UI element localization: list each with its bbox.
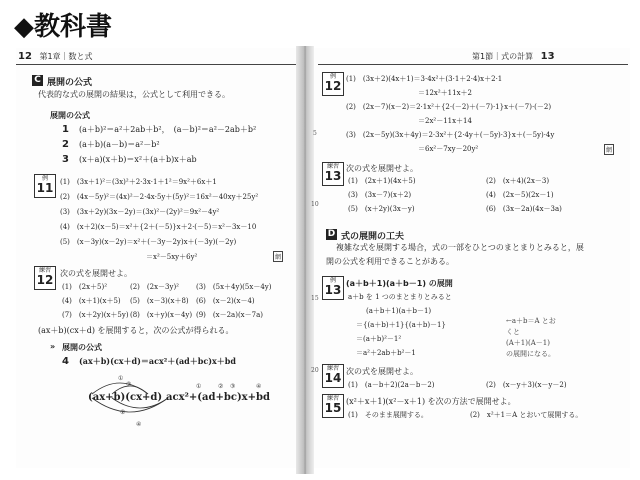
practice-12-item: (3) (5x＋4y)(5x－4y) [196,283,272,291]
example-11-line-3: (3) (3x＋2y)(3x－2y)＝(3x)²－(2y)²＝9x²－4y² [60,208,220,216]
circled-label: ③ [230,383,236,390]
side-note-line: (A＋1)(A－1) [506,339,550,347]
chapter-label: 第1章｜数と式 [39,52,93,61]
section-d-heading [326,224,404,243]
practice-14-instruction: 次の式を展開せよ。 [346,367,418,376]
side-note-line: の展開になる。 [506,350,555,358]
practice-15-badge: 練習 15 [322,394,344,418]
left-page-number: 12 [18,51,32,62]
practice-14-badge: 練習 14 [322,364,344,388]
right-page-number: 13 [540,51,555,62]
left-header-rule [16,64,296,65]
circled-label: ④ [256,383,262,390]
formulas-heading: 展開の公式 [50,111,90,120]
circled-label: ② [120,409,126,416]
practice-12-badge: 練習 12 [34,266,56,290]
circled-label: ① [196,383,202,390]
practice-12-instruction: 次の式を展開せよ。 [60,269,132,278]
right-header-rule [318,64,628,65]
example-11-line-1: (1) (3x＋1)²＝(3x)²＋2·3x·1＋1²＝9x²＋6x＋1 [60,178,217,186]
side-note-line: ←a＋b＝A とお [506,317,556,325]
practice-15-item: (1) そのまま展開する。 [348,411,428,419]
section-d-title: 式の展開の工夫 [341,232,405,242]
formula-4-heading-prefix: » [50,342,56,351]
line-number: 15 [311,295,319,302]
circled-label: ④ [136,421,142,428]
formula-1: 1 (a＋b)²＝a²＋2ab＋b²， (a－b)²＝a²－2ab＋b² [62,124,257,135]
practice-13-item: (5) (x＋2y)(3x－y) [348,205,415,213]
example-13-line: ＝{(a＋b)＋1}{(a＋b)－1} [356,321,446,329]
practice-13-item: (6) (3x－2a)(4x－3a) [486,205,562,213]
circled-label: ① [118,375,124,382]
section-c-intro: 代表的な式の展開の結果は，公式として利用できる。 [38,90,230,99]
example-12-line-2: ＝12x²＋11x＋2 [418,89,472,97]
practice-12-item: (2) (2x－3y)² [130,283,179,291]
practice-12-item: (8) (x＋y)(x－4y) [130,311,193,319]
example-11-line-4: (4) (x＋2)(x－5)＝x²＋{2＋(－5)}x＋2·(－5)＝x²－3x－10 [60,223,257,231]
practice-12-item: (5) (x－3)(x＋8) [130,297,189,305]
diagram-rhs: acx²+(ad+bc)x+bd [166,392,271,403]
practice-13-badge: 練習 13 [322,162,344,186]
practice-13-instruction: 次の式を展開せよ。 [346,164,418,173]
practice-14-item: (2) (x－y＋3)(x－y－2) [486,381,567,389]
diagram-lhs: (ax+b)(cx+d) [88,392,163,403]
example-13-line: ＝a²＋2ab＋b²－1 [356,349,416,357]
line-number: 20 [311,367,319,374]
section-label: 第1節｜式の計算 [472,52,534,61]
side-note-line: くと [506,328,520,336]
book-gutter [296,46,314,474]
example-12-net-mark: 網 [604,144,614,155]
practice-15-instruction: (x²＋x＋1)(x²－x＋1) を次の方法で展開せよ。 [346,397,516,406]
book-title: ◆教科書 [14,12,112,42]
practice-13-item: (3) (3x－7)(x＋2) [348,191,412,199]
example-11-net-mark: 網 [273,251,283,262]
transition-text: (ax＋b)(cx＋d) を展開すると，次の公式が得られる。 [38,326,234,335]
left-page-header [18,51,93,62]
example-12-line-5: (3) (2x－5y)(3x＋4y)＝2·3x²＋{2·4y＋(－5y)·3}x＋(－5y)·4y [346,131,555,139]
expansion-diagram [80,370,280,430]
example-12-line-4: ＝2x²－11x＋14 [418,117,472,125]
practice-15-item: (2) x²＋1＝A とおいて展開する。 [470,411,583,419]
right-page-header [472,51,555,62]
example-11-line-5: (5) (x－3y)(x－2y)＝x²＋(－3y－2y)x＋(－3y)(－2y) [60,238,237,246]
section-c-heading [32,70,92,89]
practice-12-item: (1) (2x＋5)² [62,283,108,291]
circled-label: ③ [126,381,132,388]
practice-13-item: (4) (2x－5)(2x－1) [486,191,554,199]
formula-4: 4 (ax＋b)(cx＋d)＝acx²＋(ad＋bc)x＋bd [62,356,236,367]
section-d-intro-2: 開の公式を利用できることがある。 [326,257,454,266]
section-c-badge: C [32,75,43,86]
example-12-line-3: (2) (2x－7)(x－2)＝2·1x²＋{2·(－2)＋(－7)·1}x＋(－7)·(－2) [346,103,552,111]
example-12-line-1: (1) (3x＋2)(4x＋1)＝3·4x²＋(3·1＋2·4)x＋2·1 [346,75,503,83]
circled-label: ② [218,383,224,390]
example-11-line-6: ＝x²－5xy＋6y² [146,253,198,261]
practice-12-item: (7) (x＋2y)(x＋5y) [62,311,129,319]
practice-13-item: (1) (2x＋1)(4x＋5) [348,177,416,185]
example-12-badge: 例 12 [322,72,344,96]
example-11-badge: 例 11 [34,174,56,198]
example-13-line: a＋b を 1 つのまとまりとみると [348,293,452,301]
practice-14-item: (1) (a－b＋2)(2a－b－2) [348,381,435,389]
example-13-badge: 例 13 [322,276,344,300]
example-13-line: ＝(a＋b)²－1² [356,335,402,343]
formula-2: 2 (a＋b)(a－b)＝a²－b² [62,139,160,150]
example-12-line-6: ＝6x²－7xy－20y² [418,145,479,153]
line-number: 10 [311,201,319,208]
formula-4-heading: 展開の公式 [62,343,102,352]
practice-12-item: (9) (x－2a)(x－7a) [196,311,263,319]
section-d-badge: D [327,229,336,239]
section-c-title: 展開の公式 [47,78,93,88]
example-11-line-2: (2) (4x－5y)²＝(4x)²－2·4x·5y＋(5y)²＝16x²－40xy＋25y² [60,193,259,201]
example-13-line: (a＋b＋1)(a＋b－1) [366,307,432,315]
formula-3: 3 (x＋a)(x＋b)＝x²＋(a＋b)x＋ab [62,154,197,165]
example-13-title: (a＋b＋1)(a＋b－1) の展開 [346,279,453,288]
line-number: 5 [313,130,317,137]
practice-12-item: (6) (x－2)(x－4) [196,297,255,305]
practice-12-item: (4) (x＋1)(x＋5) [62,297,121,305]
practice-13-item: (2) (x＋4)(2x－3) [486,177,550,185]
section-d-intro-1: 複雑な式を展開する場合，式の一部をひとつのまとまりとみると，展 [336,243,584,252]
